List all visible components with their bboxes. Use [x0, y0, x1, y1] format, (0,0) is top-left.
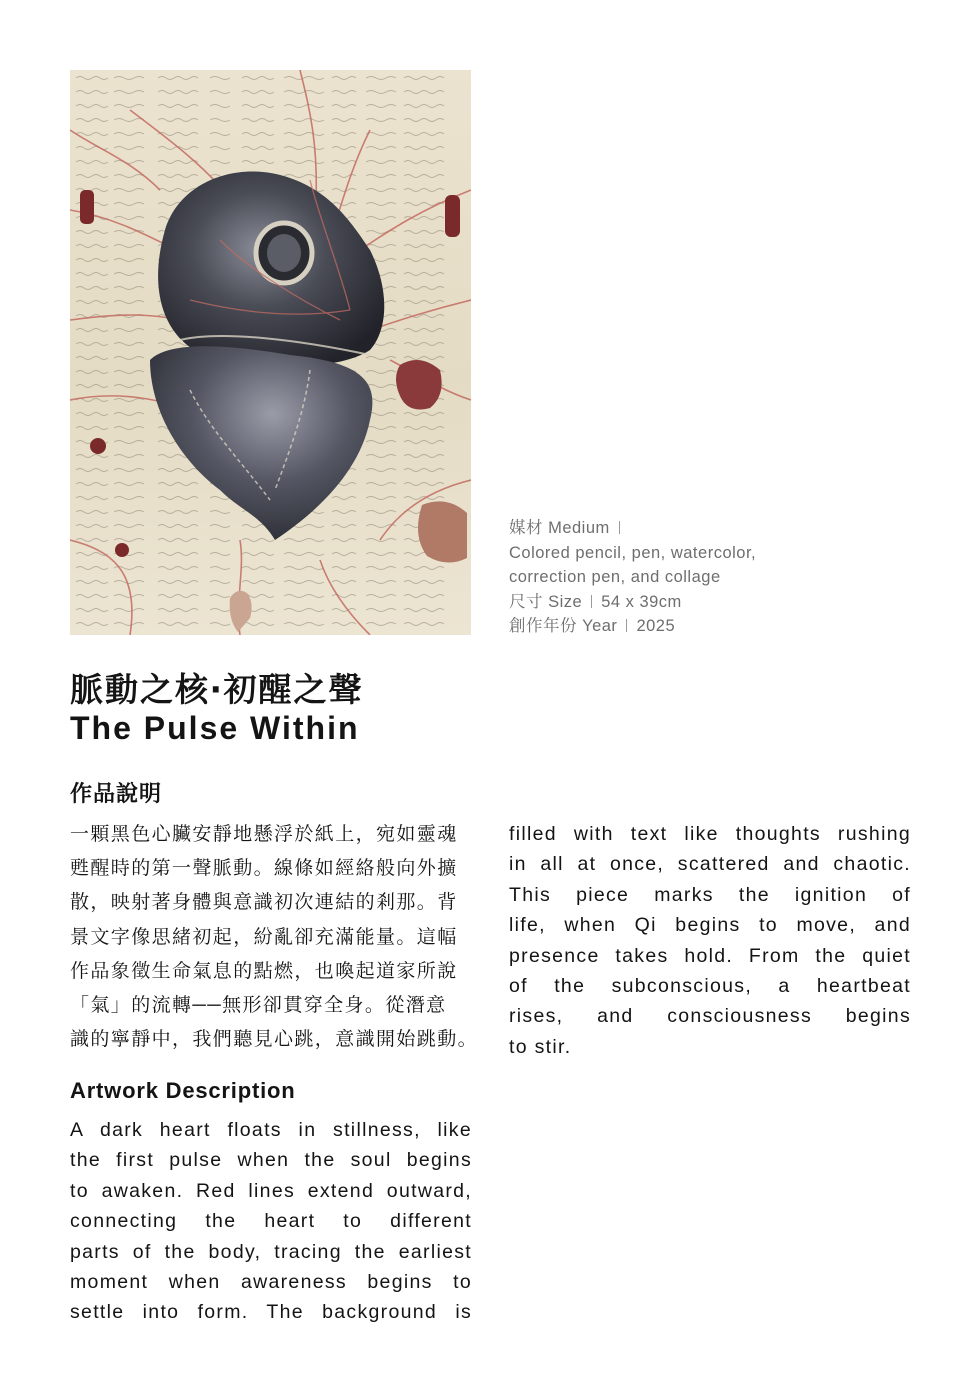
- description-body-english-right: [509, 819, 911, 1062]
- description-line: 一顆黑色心臟安靜地懸浮於紙上，宛如靈魂: [70, 824, 458, 845]
- description-line: 景文字像思緒初起，紛亂卻充滿能量。這幅: [70, 926, 458, 948]
- year-value: 2025: [636, 617, 676, 636]
- separator: [591, 595, 592, 608]
- medium-row: [509, 516, 909, 541]
- description-body-english-left: [70, 1115, 472, 1328]
- size-label: 尺寸 Size: [509, 592, 583, 611]
- description-line: 「氣」的流轉──無形卻貫穿全身。從潛意: [70, 995, 447, 1017]
- artwork-image: [70, 70, 471, 635]
- description-line: to awaken. Red lines extend outward,: [70, 1179, 472, 1202]
- size-row: [509, 590, 909, 615]
- title-chinese: 脈動之核‧初醒之聲: [70, 671, 364, 708]
- heart-drawing-icon: [70, 70, 471, 635]
- description-line: filled with text like thoughts rushing: [509, 823, 911, 845]
- separator: [619, 521, 620, 534]
- year-row: [509, 614, 909, 639]
- description-line: life, when Qi begins to move, and: [509, 914, 911, 937]
- description-body-chinese: [70, 818, 479, 1057]
- description-heading-chinese: 作品說明: [70, 781, 163, 806]
- year-label: 創作年份 Year: [509, 617, 618, 636]
- medium-value-line-1: Colored pencil, pen, watercolor,: [509, 543, 757, 562]
- description-line: A dark heart floats in stillness, like: [70, 1119, 472, 1141]
- description-line: 散，映射著身體與意識初次連結的剎那。背: [70, 892, 458, 914]
- description-line: rises, and consciousness begins: [509, 1005, 911, 1028]
- description-line: settle into form. The background is: [70, 1301, 472, 1324]
- description-line: of the subconscious, a heartbeat: [509, 975, 911, 998]
- description-line: in all at once, scattered and chaotic.: [509, 853, 911, 876]
- description-line: 作品象徵生命氣息的點燃，也喚起道家所說: [70, 960, 458, 982]
- description-line: 識的寧靜中，我們聽見心跳，意識開始跳動。: [70, 1029, 479, 1051]
- description-line: This piece marks the ignition of: [509, 883, 911, 906]
- artwork-details: [509, 516, 909, 639]
- separator: [626, 619, 627, 632]
- description-heading-english: Artwork Description: [70, 1078, 296, 1103]
- medium-value-line-2: correction pen, and collage: [509, 568, 721, 587]
- description-line: 甦醒時的第一聲脈動。線條如經絡般向外擴: [70, 858, 458, 880]
- size-value: 54 x 39cm: [601, 592, 682, 611]
- description-line: connecting the heart to different: [70, 1210, 472, 1233]
- title-english: The Pulse Within: [70, 710, 360, 746]
- description-line: presence takes hold. From the quiet: [509, 944, 911, 967]
- description-line: to stir.: [509, 1035, 572, 1058]
- description-line: parts of the body, tracing the earliest: [70, 1240, 472, 1263]
- medium-label: 媒材 Medium: [509, 519, 610, 537]
- description-line: moment when awareness begins to: [70, 1271, 472, 1294]
- description-line: the first pulse when the soul begins: [70, 1149, 472, 1172]
